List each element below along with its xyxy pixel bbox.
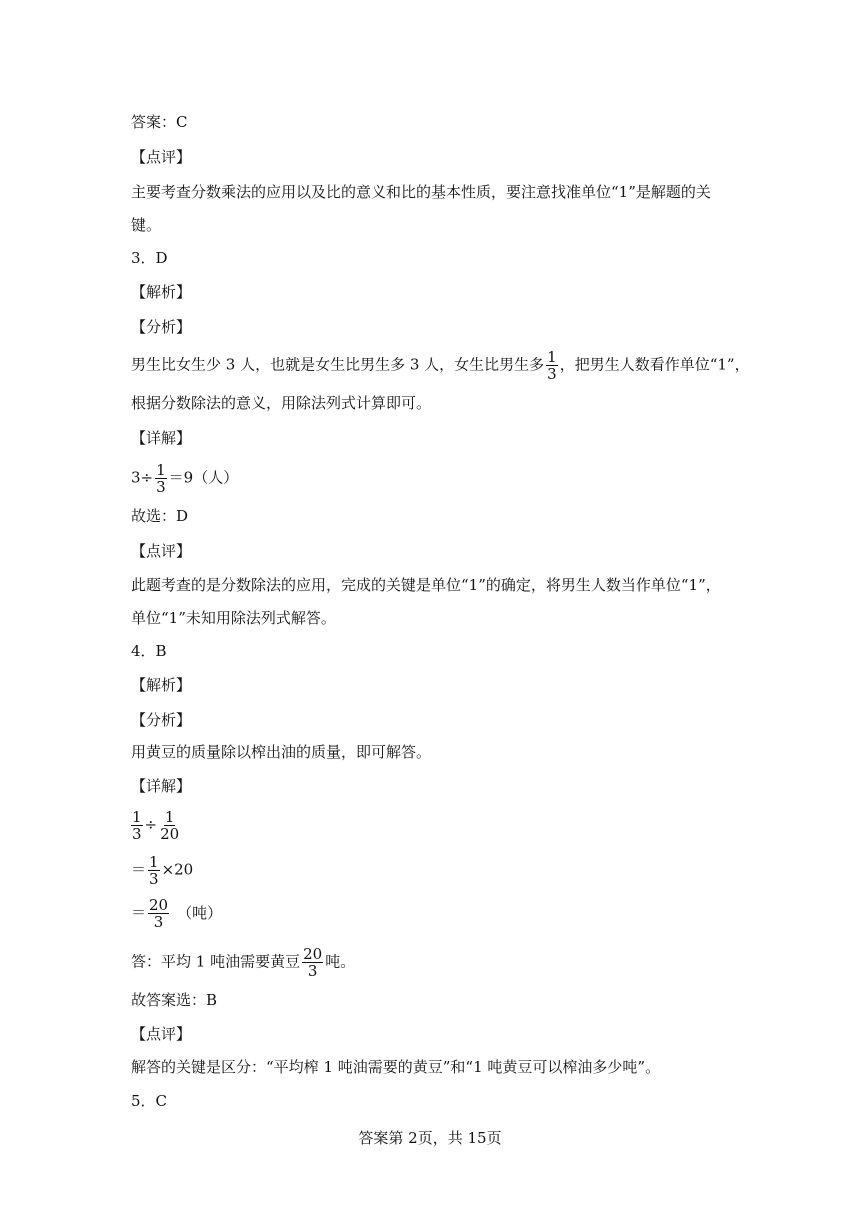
equation-line — [131, 462, 238, 495]
text-segment: ，把男生人数看作单位“1”， — [559, 355, 750, 374]
fraction — [148, 897, 169, 930]
fraction — [302, 946, 323, 979]
paragraph-line: 此题考查的是分数除法的应用，完成的关键是单位“1”的确定，将男生人数当作单位“1”， — [131, 576, 721, 594]
operator: ÷ — [144, 815, 158, 834]
fraction-numerator: 1 — [164, 808, 175, 826]
section-heading: 【点评】 — [131, 148, 192, 166]
answer-line: 故答案选：B — [131, 991, 218, 1009]
section-heading: 【分析】 — [131, 318, 192, 336]
section-heading: 【分析】 — [131, 711, 192, 729]
question-number: 3．D — [131, 249, 168, 267]
section-heading: 【详解】 — [131, 429, 192, 447]
page-footer: 答案第 2页，共 15页 — [358, 1129, 502, 1147]
answer-line: 故选：D — [131, 507, 189, 525]
section-heading: 【点评】 — [131, 1025, 192, 1043]
text-segment: ＝9（人） — [168, 468, 239, 487]
text-segment: 3÷ — [131, 468, 154, 487]
paragraph-line: 解答的关键是区分：“平均榨 1 吨油需要的黄豆”和“1 吨黄豆可以榨油多少吨”。 — [131, 1058, 661, 1076]
fraction-denominator: 20 — [160, 825, 180, 843]
section-heading: 【解析】 — [131, 676, 192, 694]
equation-line — [131, 809, 182, 842]
fraction — [155, 462, 167, 495]
paragraph-line: 用黄豆的质量除以榨出油的质量，即可解答。 — [131, 743, 432, 761]
question-number: 5．C — [131, 1092, 168, 1110]
fraction-numerator: 20 — [303, 945, 323, 963]
answer-line — [131, 946, 355, 979]
text-segment: 吨。 — [325, 952, 356, 971]
fraction-numerator: 1 — [547, 348, 557, 366]
fraction-denominator: 3 — [153, 913, 164, 931]
paragraph-line: 根据分数除法的意义，用除法列式计算即可。 — [131, 394, 432, 412]
fraction-denominator: 3 — [149, 870, 159, 888]
text-segment: （吨） — [177, 903, 223, 922]
fraction-denominator: 3 — [156, 478, 166, 496]
paragraph-line: 键。 — [131, 216, 162, 234]
text-segment: ×20 — [161, 860, 194, 879]
paragraph-line — [131, 349, 750, 382]
fraction — [148, 854, 160, 887]
section-heading: 【解析】 — [131, 283, 192, 301]
fraction-numerator: 1 — [132, 808, 142, 826]
question-number: 4．B — [131, 642, 167, 660]
paragraph-line: 主要考查分数乘法的应用以及比的意义和比的基本性质，要注意找准单位“1”是解题的关 — [131, 183, 711, 201]
fraction — [159, 809, 180, 842]
fraction-numerator: 1 — [156, 461, 166, 479]
equation-line — [131, 897, 222, 930]
section-heading: 【点评】 — [131, 542, 192, 560]
fraction-denominator: 3 — [307, 962, 318, 980]
answer-line: 答案：C — [131, 113, 188, 131]
fraction — [131, 809, 143, 842]
equation-line — [131, 854, 193, 887]
operator: ＝ — [131, 903, 147, 922]
section-heading: 【详解】 — [131, 777, 192, 795]
fraction-numerator: 1 — [149, 853, 159, 871]
fraction-numerator: 20 — [149, 896, 169, 914]
text-segment: 答：平均 1 吨油需要黄豆 — [131, 952, 301, 971]
text-segment: 男生比女生少 3 人，也就是女生比男生多 3 人，女生比男生多 — [131, 355, 545, 374]
operator: ＝ — [131, 860, 147, 879]
paragraph-line: 单位“1”未知用除法列式解答。 — [131, 609, 336, 627]
fraction-denominator: 3 — [132, 825, 142, 843]
fraction — [546, 349, 558, 382]
fraction-denominator: 3 — [547, 365, 557, 383]
